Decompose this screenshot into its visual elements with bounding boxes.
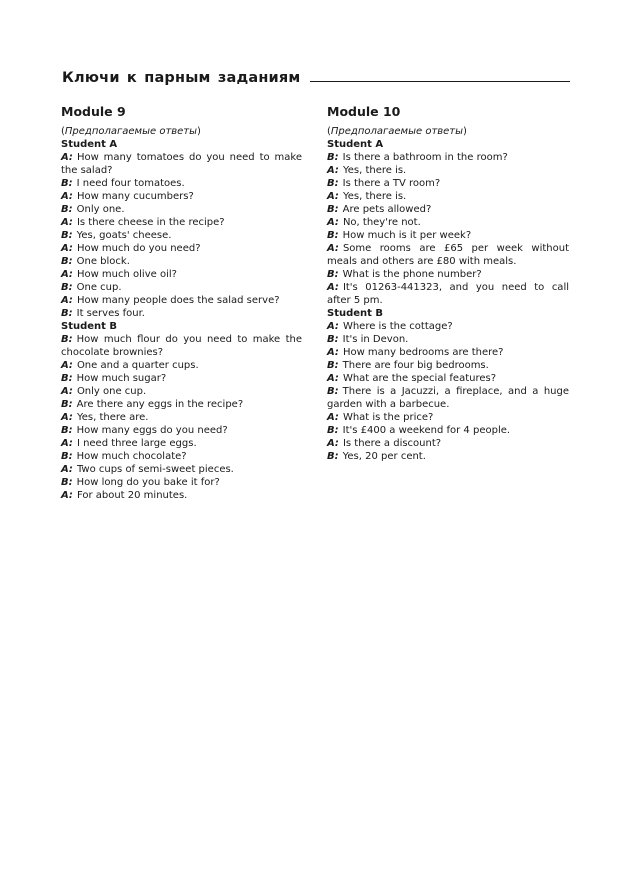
speaker-label: A: <box>327 373 339 384</box>
utterance-text: Only one cup. <box>76 386 147 397</box>
paren-close: ) <box>197 126 201 137</box>
utterance-text: It's in Devon. <box>342 334 409 345</box>
utterance-text: Is there a bathroom in the room? <box>342 152 508 163</box>
speaker-label: A: <box>327 282 339 293</box>
speaker-label: B: <box>61 178 73 189</box>
speaker-label: A: <box>327 243 339 254</box>
module-9-column <box>61 104 302 502</box>
utterance-text: How much flour do you need to make the chocolate brownies? <box>61 334 302 358</box>
dialogue-line <box>61 242 302 255</box>
speaker-label: A: <box>327 217 339 228</box>
title-rule <box>310 81 570 82</box>
answers-note <box>61 125 302 138</box>
page-header <box>62 66 570 86</box>
utterance-text: Yes, there is. <box>342 191 407 202</box>
speaker-label: A: <box>327 321 339 332</box>
dialogue-line <box>61 463 302 476</box>
speaker-label: A: <box>61 464 73 475</box>
student-heading: Student B <box>61 321 118 332</box>
speaker-label: B: <box>61 308 73 319</box>
utterance-text: What is the price? <box>342 412 434 423</box>
dialogue-line <box>327 203 569 216</box>
utterance-text: There are four big bedrooms. <box>342 360 489 371</box>
utterance-text: How many people does the salad serve? <box>76 295 280 306</box>
speaker-label: A: <box>61 191 73 202</box>
paren-open: ( <box>327 126 331 137</box>
utterance-text: What are the special features? <box>342 373 497 384</box>
utterance-text: It's 01263-441323, and you need to call after 5 pm. <box>327 282 569 306</box>
utterance-text: How many cucumbers? <box>76 191 194 202</box>
module-10-column <box>327 104 569 463</box>
utterance-text: One cup. <box>76 282 122 293</box>
utterance-text: Yes, there is. <box>342 165 407 176</box>
paren-open: ( <box>61 126 65 137</box>
speaker-label: A: <box>61 412 73 423</box>
speaker-label: B: <box>61 399 73 410</box>
speaker-label: B: <box>61 373 73 384</box>
dialogue-line <box>61 151 302 177</box>
utterance-text: How many tomatoes do you need to make the salad? <box>61 152 302 176</box>
dialogue-line <box>61 437 302 450</box>
utterance-text: Are pets allowed? <box>342 204 432 215</box>
speaker-label: B: <box>327 204 339 215</box>
dialogue-line <box>61 203 302 216</box>
student-heading: Student A <box>327 139 384 150</box>
dialogue-line <box>61 307 302 320</box>
dialogue-line <box>61 268 302 281</box>
utterance-text: How many bedrooms are there? <box>342 347 504 358</box>
dialogue-line <box>327 190 569 203</box>
dialogue-line <box>327 242 569 268</box>
utterance-text: How much sugar? <box>76 373 167 384</box>
utterance-text: Are there any eggs in the recipe? <box>76 399 244 410</box>
student-heading: Student B <box>327 308 384 319</box>
dialogue-line <box>61 359 302 372</box>
speaker-label: A: <box>61 360 73 371</box>
speaker-label: B: <box>61 230 73 241</box>
speaker-label: A: <box>61 490 73 501</box>
dialogue-line <box>61 411 302 424</box>
speaker-label: B: <box>61 425 73 436</box>
dialogue-line <box>327 229 569 242</box>
speaker-label: B: <box>327 386 339 397</box>
dialogue-line <box>61 281 302 294</box>
speaker-label: B: <box>327 451 339 462</box>
module-title: Module 9 <box>61 104 126 119</box>
dialogue-line <box>61 229 302 242</box>
speaker-label: A: <box>327 347 339 358</box>
speaker-label: B: <box>61 204 73 215</box>
speaker-label: A: <box>61 295 73 306</box>
speaker-label: B: <box>327 152 339 163</box>
dialogue-line <box>327 151 569 164</box>
dialogue-line <box>61 255 302 268</box>
speaker-label: B: <box>61 477 73 488</box>
utterance-text: What is the phone number? <box>342 269 482 280</box>
utterance-text: Where is the cottage? <box>342 321 453 332</box>
speaker-label: B: <box>327 360 339 371</box>
speaker-label: B: <box>61 451 73 462</box>
utterance-text: Is there a discount? <box>342 438 442 449</box>
utterance-text: I need three large eggs. <box>76 438 197 449</box>
dialogue-line <box>327 346 569 359</box>
utterance-text: Some rooms are £65 per week without meals and others are £80 with meals. <box>327 243 569 267</box>
module-title: Module 10 <box>327 104 401 119</box>
dialogue-line <box>61 398 302 411</box>
dialogue-line <box>327 411 569 424</box>
page-title: Ключи к парным заданиям <box>62 70 301 86</box>
dialogue-line <box>61 385 302 398</box>
utterance-text: Yes, 20 per cent. <box>342 451 426 462</box>
dialogue-line <box>61 372 302 385</box>
speaker-label: B: <box>61 282 73 293</box>
dialogue-line <box>327 281 569 307</box>
speaker-label: B: <box>327 178 339 189</box>
utterance-text: For about 20 minutes. <box>76 490 188 501</box>
utterance-text: How much olive oil? <box>76 269 177 280</box>
dialogue-line <box>327 385 569 411</box>
speaker-label: A: <box>61 152 73 163</box>
speaker-label: B: <box>61 334 73 345</box>
utterance-text: One and a quarter cups. <box>76 360 199 371</box>
dialogue-line <box>61 216 302 229</box>
utterance-text: Yes, there are. <box>76 412 149 423</box>
dialogue-line <box>327 177 569 190</box>
utterance-text: There is a Jacuzzi, a fireplace, and a huge garden with a barbecue. <box>327 386 569 410</box>
dialogue-line <box>61 450 302 463</box>
utterance-text: How many eggs do you need? <box>76 425 228 436</box>
paren-close: ) <box>463 126 467 137</box>
speaker-label: A: <box>61 438 73 449</box>
speaker-label: B: <box>327 334 339 345</box>
dialogue-line <box>327 437 569 450</box>
speaker-label: B: <box>327 425 339 436</box>
speaker-label: A: <box>61 217 73 228</box>
dialogue-line <box>327 216 569 229</box>
speaker-label: A: <box>327 165 339 176</box>
speaker-label: A: <box>61 269 73 280</box>
answers-note-text: Предполагаемые ответы <box>330 126 464 137</box>
dialogue-line <box>327 320 569 333</box>
speaker-label: A: <box>327 412 339 423</box>
utterance-text: I need four tomatoes. <box>76 178 185 189</box>
dialogue-line <box>327 359 569 372</box>
speaker-label: A: <box>61 243 73 254</box>
dialogue-line <box>61 424 302 437</box>
dialogue-line <box>327 424 569 437</box>
utterance-text: Is there cheese in the recipe? <box>76 217 225 228</box>
dialogue-line <box>327 164 569 177</box>
utterance-text: It's £400 a weekend for 4 people. <box>342 425 511 436</box>
dialogue-line <box>327 372 569 385</box>
dialogue-line <box>327 268 569 281</box>
utterance-text: Only one. <box>76 204 125 215</box>
speaker-label: A: <box>327 438 339 449</box>
dialogue-line <box>327 333 569 346</box>
utterance-text: Is there a TV room? <box>342 178 441 189</box>
utterance-text: One block. <box>76 256 130 267</box>
dialogue-line <box>61 294 302 307</box>
dialogue-line <box>61 476 302 489</box>
student-heading: Student A <box>61 139 118 150</box>
utterance-text: No, they're not. <box>342 217 421 228</box>
speaker-label: A: <box>327 191 339 202</box>
utterance-text: How much chocolate? <box>76 451 187 462</box>
answers-note <box>327 125 569 138</box>
utterance-text: How much is it per week? <box>342 230 472 241</box>
dialogue-line <box>61 333 302 359</box>
utterance-text: How long do you bake it for? <box>76 477 220 488</box>
dialogue-line <box>61 489 302 502</box>
dialogue-line <box>61 190 302 203</box>
speaker-label: B: <box>61 256 73 267</box>
dialogue-line <box>61 177 302 190</box>
utterance-text: How much do you need? <box>76 243 201 254</box>
speaker-label: B: <box>327 230 339 241</box>
utterance-text: Two cups of semi-sweet pieces. <box>76 464 234 475</box>
dialogue-line <box>327 450 569 463</box>
speaker-label: A: <box>61 386 73 397</box>
utterance-text: Yes, goats' cheese. <box>76 230 172 241</box>
speaker-label: B: <box>327 269 339 280</box>
answers-note-text: Предполагаемые ответы <box>64 126 198 137</box>
utterance-text: It serves four. <box>76 308 145 319</box>
